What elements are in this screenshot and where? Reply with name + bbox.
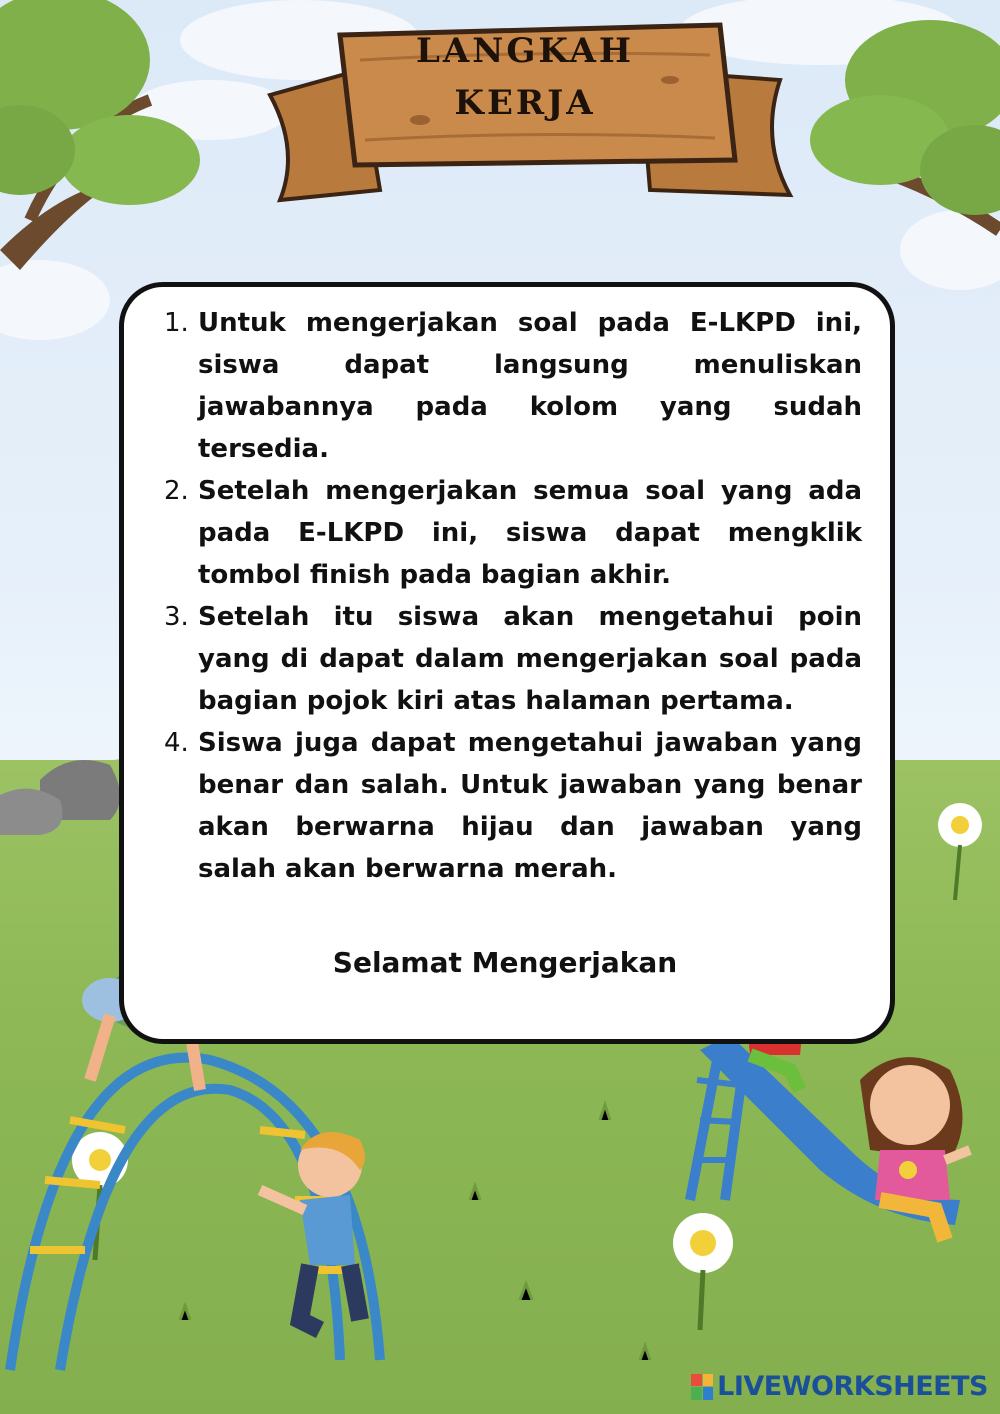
step-number: 4. xyxy=(164,728,189,758)
title-line-1: LANGKAH xyxy=(415,31,635,71)
instruction-item xyxy=(164,470,862,596)
tree-left xyxy=(0,0,200,270)
step-text: Setelah mengerjakan semua soal yang ada pada E-LKPD ini, siswa dapat mengklik tombol finish pada bagian akhir. xyxy=(198,476,862,590)
instruction-item xyxy=(164,302,862,470)
liveworksheets-logo-icon xyxy=(691,1374,713,1400)
instruction-item xyxy=(164,596,862,722)
step-number: 3. xyxy=(164,602,189,632)
brand-name: LIVEWORKSHEETS xyxy=(717,1371,988,1402)
step-text: Untuk mengerjakan soal pada E-LKPD ini, siswa dapat langsung menuliskan jawabannya pada kolom yang sudah tersedia. xyxy=(198,308,862,464)
step-number: 2. xyxy=(164,476,189,506)
instruction-item xyxy=(164,722,862,890)
grass-tufts xyxy=(180,1105,650,1360)
step-number: 1. xyxy=(164,308,189,338)
closing-message: Selamat Mengerjakan xyxy=(332,946,678,979)
title-line-2: KERJA xyxy=(454,83,596,123)
step-text: Siswa juga dapat mengetahui jawaban yang benar dan salah. Untuk jawaban yang benar akan berwarna hijau dan jawaban yang salah akan berwarna merah. xyxy=(198,728,862,884)
liveworksheets-brand xyxy=(691,1371,988,1402)
kid-climbing-bottom xyxy=(260,1132,365,1330)
rocks xyxy=(0,760,120,835)
step-text: Setelah itu siswa akan mengetahui poin yang di dapat dalam mengerjakan soal pada bagian pojok kiri atas halaman pertama. xyxy=(198,602,862,716)
instruction-list xyxy=(164,302,862,890)
